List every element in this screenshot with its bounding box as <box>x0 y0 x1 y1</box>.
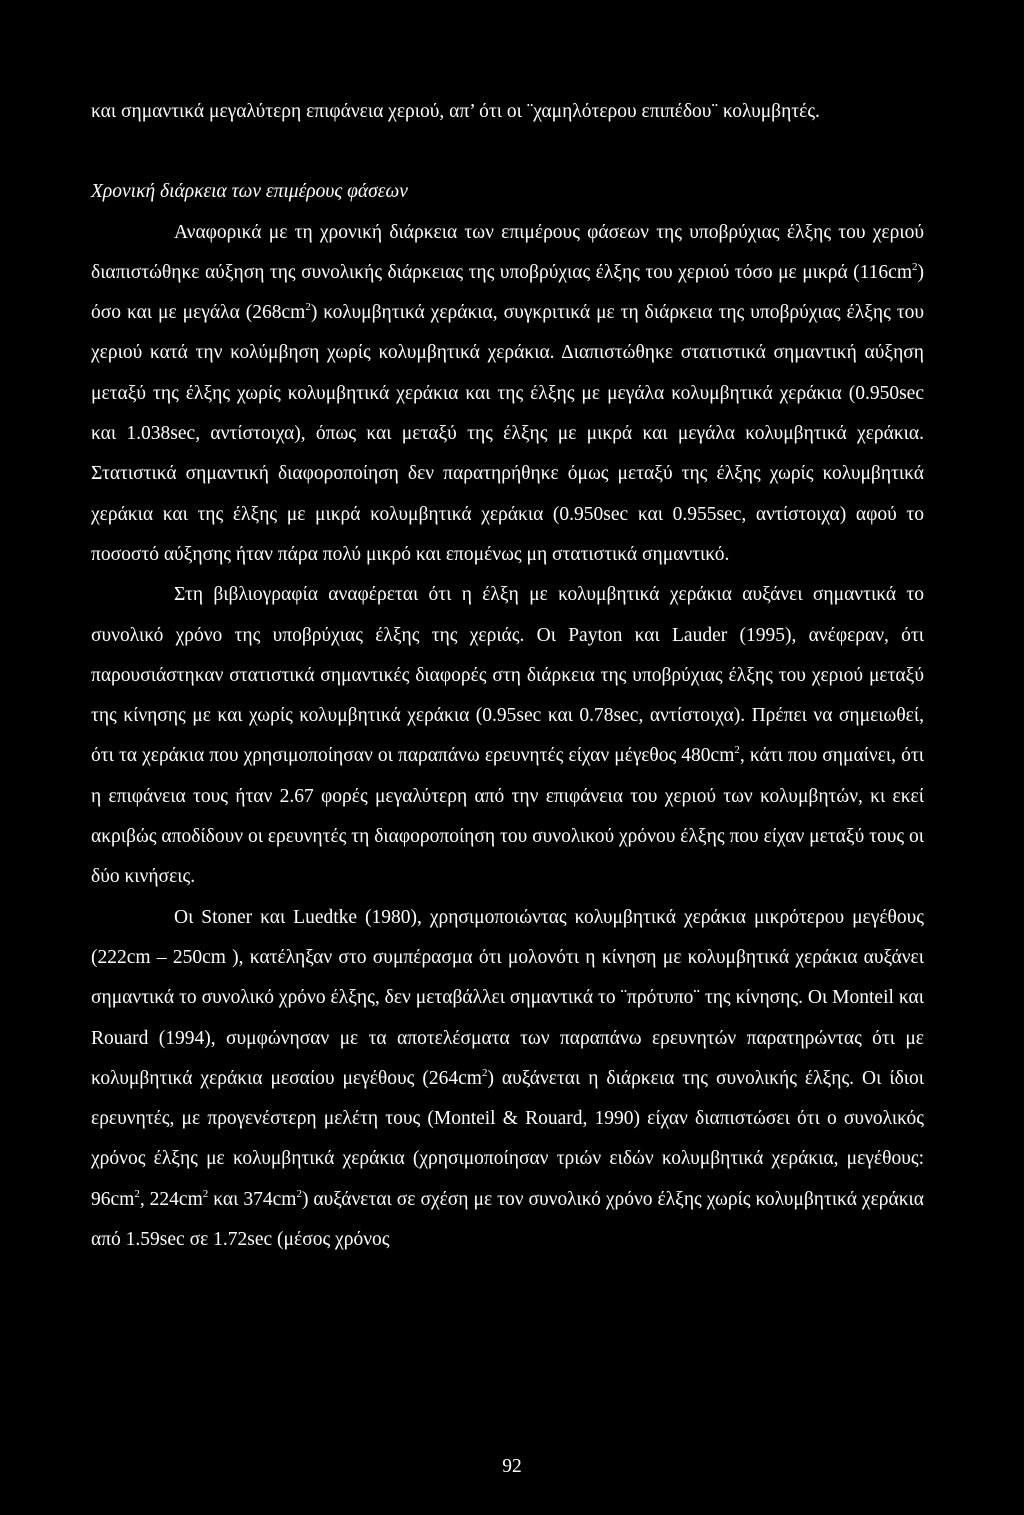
superscript: 2 <box>296 1187 302 1200</box>
paragraph-3-text: Οι Stoner και Luedtke (1980), χρησιμοποιώντας κολυμβητικά χεράκια μικρότερου μεγέθους (222cm – 250cm ), κατέληξαν στο συμπέρασμα ότι μολονότι η κίνηση με κολυμβητικά χεράκια αυξάνει σημαντικά το συνολικό χρόνο έλξης, δεν μεταβάλλει σημαντικά το ¨πρότυπο¨ της κίνησης. Οι Monteil και Rouard (1994), συμφώνησαν με τα αποτελέσματα των παραπάνω ερευνητών παρατηρώντας ότι με κολυμβητικά χεράκια μεσαίου μεγέθους (264cm <box>91 906 924 1089</box>
superscript: 2 <box>134 1187 140 1200</box>
superscript: 2 <box>481 1066 488 1079</box>
opening-paragraph: και σημαντικά μεγαλύτερη επιφάνεια χεριού, απ’ ότι οι ¨χαμηλότερου επιπέδου¨ κολυμβητές. <box>91 101 820 122</box>
paragraph-1 <box>91 213 924 576</box>
paragraph-3-text: ) αυξάνεται η διάρκεια της συνολικής έλξης. Οι ίδιοι ερευνητές, με προγενέστερη μελέτη τους (Monteil & Rouard, 1990) είχαν διαπιστώσει ότι ο συνολικός χρόνος έλξης με κολυμβητικά χεράκια (χρησιμοποίησαν τριών ειδών κολυμβητικά χεράκια, μεγέθους: 96cm <box>91 1067 924 1210</box>
paragraph-2-text: Στη βιβλιογραφία αναφέρεται ότι η έλξη με κολυμβητικά χεράκια αυξάνει σημαντικά το συνολικό χρόνο της υποβρύχιας έλξης της χεριάς. Οι Payton και Lauder (1995), ανέφεραν, ότι παρουσιάστηκαν στατιστικά σημαντικές διαφορές στη διάρκεια της υποβρύχιας έλξης του χεριού μεταξύ της κίνησης με και χωρίς κολυμβητικά χεράκια (0.95sec και 0.78sec, αντίστοιχα). Πρέπει να σημειωθεί, ότι τα χεράκια που χρησιμοποίησαν οι παραπάνω ερευνητές είχαν μέγεθος 480cm <box>91 584 924 767</box>
paragraph-2 <box>91 575 924 897</box>
document-page <box>91 92 924 1260</box>
paragraph-3-text: ) αυξάνεται σε σχέση με τον συνολικό χρόνο έλξης χωρίς κολυμβητικά χεράκια από 1.59sec σε 1.72sec (μέσος χρόνος <box>91 1188 924 1251</box>
section-heading: Χρονική διάρκεια των επιμέρους φάσεων <box>91 181 408 203</box>
superscript: 2 <box>912 260 918 273</box>
superscript: 2 <box>202 1187 209 1200</box>
paragraph-1-text: Αναφορικά με τη χρονική διάρκεια των επιμέρους φάσεων της υποβρύχιας έλξης του χεριού διαπιστώθηκε αύξηση της συνολικής διάρκειας της υποβρύχιας έλξης του χεριού τόσο με μικρά (116cm <box>91 221 924 283</box>
paragraph-1-text: ) κολυμβητικά χεράκια, συγκριτικά με τη διάρκεια της υποβρύχιας έλξης του χεριού κατά την κολύμβηση χωρίς κολυμβητικά χεράκια. Διαπιστώθηκε στατιστικά σημαντική αύξηση μεταξύ της έλξης χωρίς κολυμβητικά χεράκια και της έλξης με μεγάλα κολυμβητικά χεράκια (0.950sec και 1.038sec, αντίστοιχα), όπως και μεταξύ της έλξης με μικρά και μεγάλα κολυμβητικά χεράκια. Στατιστικά σημαντική διαφοροποίηση δεν παρατηρήθηκε όμως μεταξύ της έλξης χωρίς κολυμβητικά χεράκια και της έλξης με μικρά κολυμβητικά χεράκια (0.950sec και 0.955sec, αντίστοιχα) αφού το ποσοστό αύξησης ήταν πάρα πολύ μικρό και επομένως μη στατιστικά σημαντικό. <box>91 302 925 565</box>
paragraph-3-text: και 374cm <box>208 1188 297 1210</box>
page-number: 92 <box>502 1456 522 1477</box>
superscript: 2 <box>734 744 740 757</box>
paragraph-2-text: , κάτι που σημαίνει, ότι η επιφάνεια τους ήταν 2.67 φορές μεγαλύτερη από την επιφάνεια του χεριού των κολυμβητών, κι εκεί ακριβώς αποδίδουν οι ερευνητές τη διαφοροποίηση του συνολικού χρόνου έλξης που είχαν μεταξύ τους οι δύο κινήσεις. <box>91 745 924 888</box>
paragraph-1-text: ) όσο και με μεγάλα (268cm <box>91 261 924 324</box>
paragraph-3 <box>91 898 924 1261</box>
paragraph-3-text: , 224cm <box>139 1188 203 1210</box>
superscript: 2 <box>305 301 311 314</box>
